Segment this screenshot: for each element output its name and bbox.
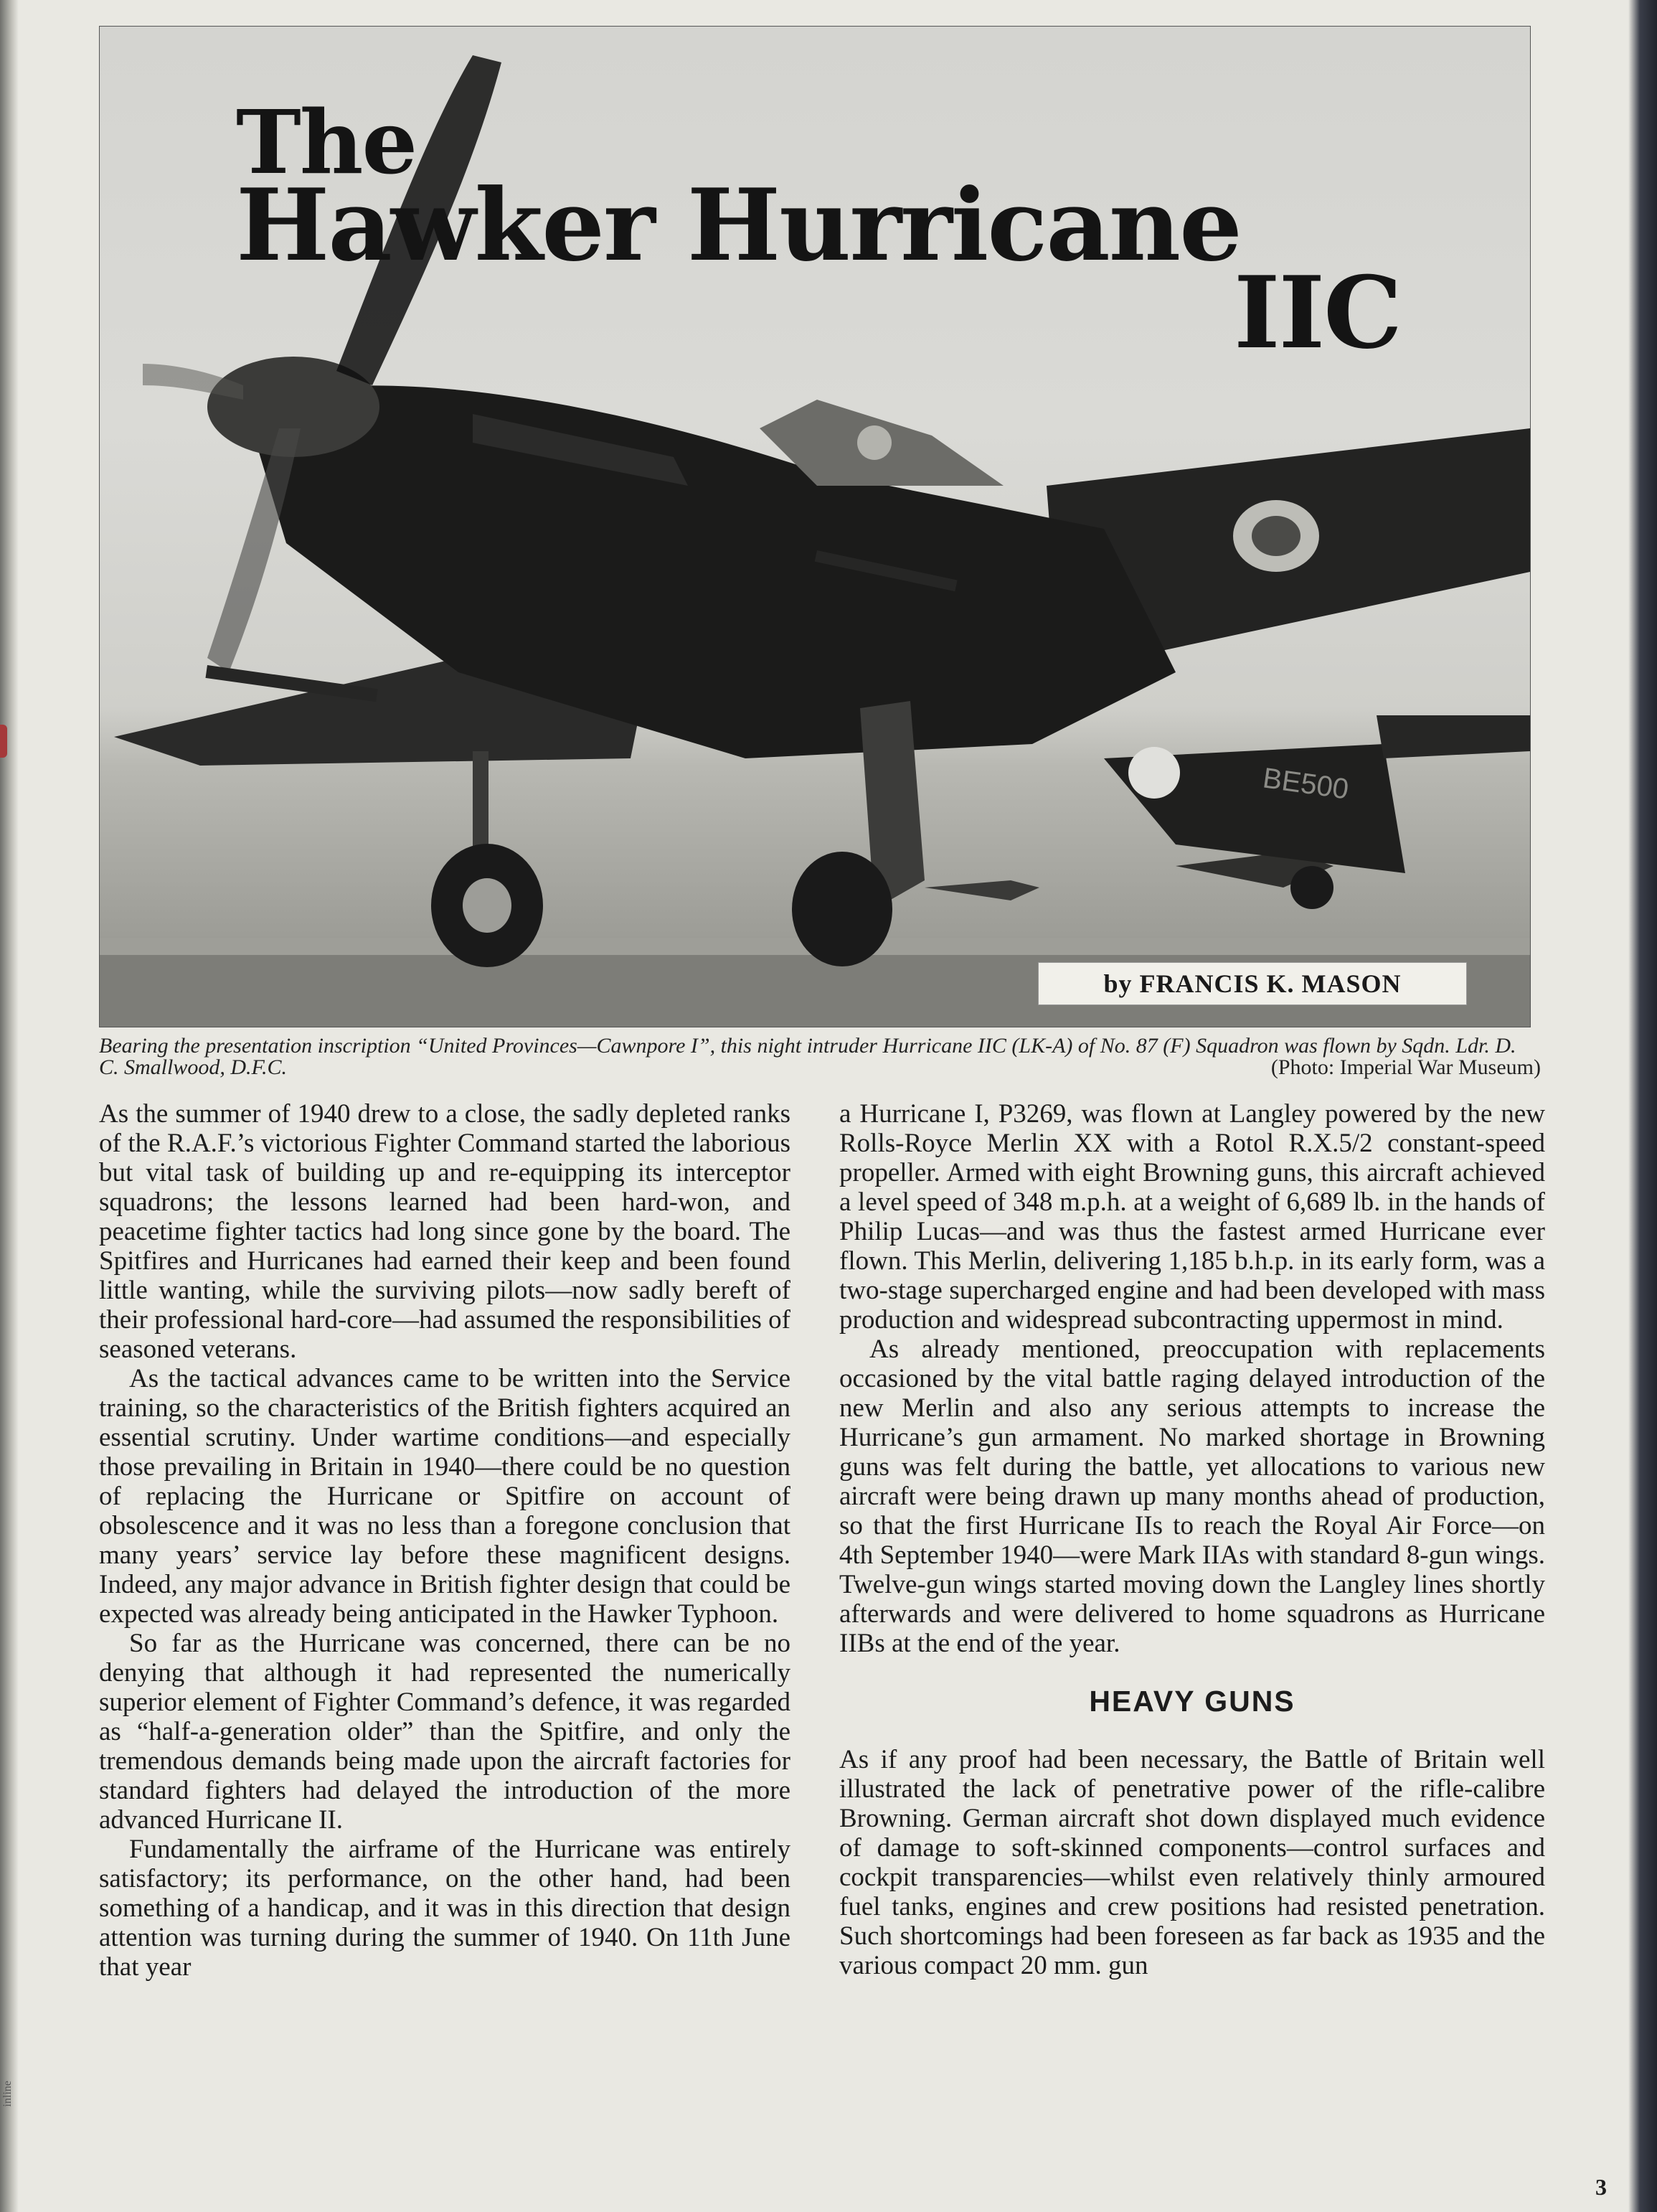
photo-credit: (Photo: Imperial War Museum) <box>1270 1055 1541 1079</box>
photo-caption: Bearing the presentation inscription “United Provinces—Cawnpore I”, this night intruder Hurricane IIC (LK-A) of No. 87 (F) Squadron was flown by Sqdn. Ldr. D. C. Smallwood, D.F.C. <box>99 1034 1516 1079</box>
paragraph: So far as the Hurricane was concerned, there can be no denying that although it had represented the numerically superior element of Fighter Command’s defence, it was regarded as “half-a-generation older” than the Spitfire, and only the tremendous demands being made upon the aircraft factories for standard fighters had delayed the introduction of the more advanced Hurricane II. <box>99 1629 790 1835</box>
spine-text: inline <box>1 2081 14 2107</box>
paragraph: As the summer of 1940 drew to a close, the sadly depleted ranks of the R.A.F.’s victorious Fighter Command started the laborious but vital task of building up and re-equipping its interceptor squadrons; the lessons learned had been hard-won, and peacetime fighter tactics had long since gone by the board. The Spitfires and Hurricanes had earned their keep and been found little wanting, while the surviving pilots—now sadly bereft of their professional hard-core—had assumed the responsibilities of seasoned veterans. <box>99 1099 790 1364</box>
hurricane-photo <box>99 26 1531 1027</box>
article-title-line-3: IIC <box>1234 254 1401 371</box>
bookmark-tab <box>0 725 7 758</box>
byline: by FRANCIS K. MASON <box>1038 962 1467 1005</box>
paragraph: Fundamentally the airframe of the Hurricane was entirely satisfactory; its performance, on the other hand, had been something of a handicap, and it was in this direction that design attention was turning during the summer of 1940. On 11th June that year <box>99 1835 790 1982</box>
paragraph: As the tactical advances came to be written into the Service training, so the characteristics of the British fighters acquired an essential scrutiny. Under wartime conditions—and especially those prevailing in Britain in 1940—there could be no question of replacing the Hurricane or Spitfire on account of obsolescence and it was no less than a foregone conclusion that many years’ service lay before these magnificent designs. Indeed, any major advance in British fighter design that could be expected was already being anticipated in the Hawker Typhoon. <box>99 1364 790 1629</box>
right-column <box>839 1099 1545 1980</box>
page-gutter <box>0 0 19 2212</box>
paragraph: a Hurricane I, P3269, was flown at Langley powered by the new Rolls-Royce Merlin XX with a Rotol R.X.5/2 constant-speed propeller. Armed with eight Browning guns, this aircraft achieved a level speed of 348 m.p.h. at a weight of 6,689 lb. in the hands of Philip Lucas—and was thus the fastest armed Hurricane ever flown. This Merlin, delivering 1,185 b.h.p. in its early form, was a two-stage supercharged engine and had been developed with mass production and widespread subcontracting uppermost in mind. <box>839 1099 1545 1335</box>
section-heading: HEAVY GUNS <box>1089 1685 1295 1718</box>
book-cover-edge <box>1628 0 1657 2212</box>
paragraph: As already mentioned, preoccupation with replacements occasioned by the vital battle raging delayed introduction of the new Merlin and also any serious attempts to increase the Hurricane’s gun armament. No marked shortage in Browning guns was felt during the battle, yet allocations to various new aircraft were being drawn up many months ahead of production, so that the first Hurricane IIs to reach the Royal Air Force—on 4th September 1940—were Mark IIAs with standard 8-gun wings. Twelve-gun wings started moving down the Langley lines shortly afterwards and were delivered to home squadrons as Hurricane IIBs at the end of the year. <box>839 1335 1545 1658</box>
left-column <box>99 1099 790 1982</box>
page-number: 3 <box>1595 2174 1607 2200</box>
article-title-line-2: Hawker Hurricane <box>236 166 1241 283</box>
paragraph: As if any proof had been necessary, the Battle of Britain well illustrated the lack of penetrative power of the rifle-calibre Browning. German aircraft shot down displayed much evidence of damage to soft-skinned components—control surfaces and cockpit transparencies—whilst even relatively thinly armoured fuel tanks, engines and crew positions had resisted penetration. Such shortcomings had been foreseen as far back as 1935 and the various compact 20 mm. gun <box>839 1745 1545 1980</box>
aircraft-code: BE500 <box>1260 762 1351 806</box>
article-title-line-1: The <box>236 90 417 194</box>
